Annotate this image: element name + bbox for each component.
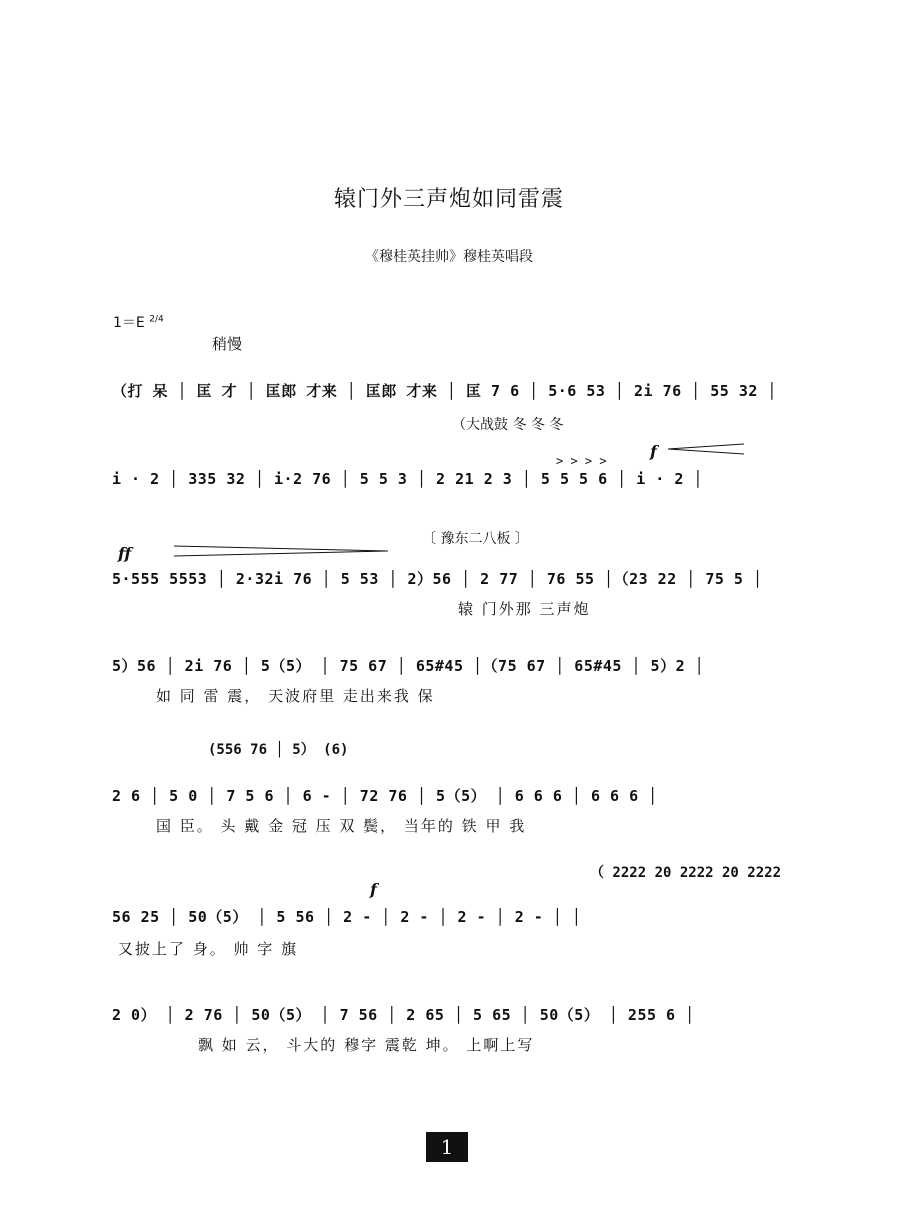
lyrics-line: 又披上了 身。 帅 字 旗: [118, 940, 299, 958]
dynamic-forte: f: [370, 880, 377, 899]
tempo-marking: 稍慢: [212, 335, 243, 353]
dynamic-fortissimo: ff: [118, 544, 132, 563]
page-number: 1: [426, 1132, 468, 1162]
key-label: 1＝E: [113, 315, 145, 331]
page-title: 辕门外三声炮如同雷震: [333, 187, 564, 212]
dynamic-forte: f: [650, 442, 657, 461]
crescendo-hairpin: [668, 442, 744, 456]
interlude-line: (556 76 │ 5） (6): [208, 742, 349, 758]
notes-line: 2 0） │ 2 76 │ 50（5） │ 7 56 │ 2 65 │ 5 65 │ 50（5） │ 255 6 │: [112, 1006, 695, 1024]
lyrics-line: 如 同 雷 震， 天波府里 走出来我 保: [156, 687, 435, 705]
decrescendo-hairpin: [174, 544, 388, 558]
accent-marks: > > > >: [556, 454, 607, 468]
lyrics-line: 辕 门外那 三声炮: [458, 600, 591, 618]
page-subtitle: 《穆桂英挂帅》穆桂英唱段: [365, 249, 533, 265]
percussion-line: （大战鼓 冬 冬 冬: [452, 417, 564, 433]
interlude-line: （ 2222 20 2222 20 2222: [590, 865, 782, 881]
section-label: 〔 豫东二八板 〕: [422, 531, 529, 547]
lyrics-line: 飘 如 云， 斗大的 穆字 震乾 坤。 上啊上写: [198, 1036, 535, 1054]
notes-line: （打 呆 │ 匡 才 │ 匡郎 才来 │ 匡郎 才来 │ 匡 7 6 │ 5·6 53 │ 2i 76 │ 55 32 │: [112, 382, 777, 400]
notes-line: 5·555 5553 │ 2·32i 76 │ 5 53 │ 2）56 │ 2 77 │ 76 55 │（23 22 │ 75 5 │: [112, 570, 763, 588]
notes-line: i · 2 │ 335 32 │ i·2 76 │ 5 5 3 │ 2 21 2 3 │ 5 5 5 6 │ i · 2 │: [112, 470, 703, 488]
notes-line: 5）56 │ 2i 76 │ 5（5） │ 75 67 │ 65#45 │（75 67 │ 65#45 │ 5）2 │: [112, 657, 705, 675]
notes-line: 56 25 │ 50（5） │ 5 56 │ 2 - │ 2 - │ 2 - │ 2 - │ │: [112, 908, 582, 926]
time-signature: 2/4: [149, 314, 164, 325]
lyrics-line: 国 臣。 头 戴 金 冠 压 双 鬓， 当年的 铁 甲 我: [156, 817, 527, 835]
notes-line: 2 6 │ 5 0 │ 7 5 6 │ 6 - │ 72 76 │ 5（5） │ 6 6 6 │ 6 6 6 │: [112, 787, 658, 805]
key-signature: [113, 312, 164, 332]
